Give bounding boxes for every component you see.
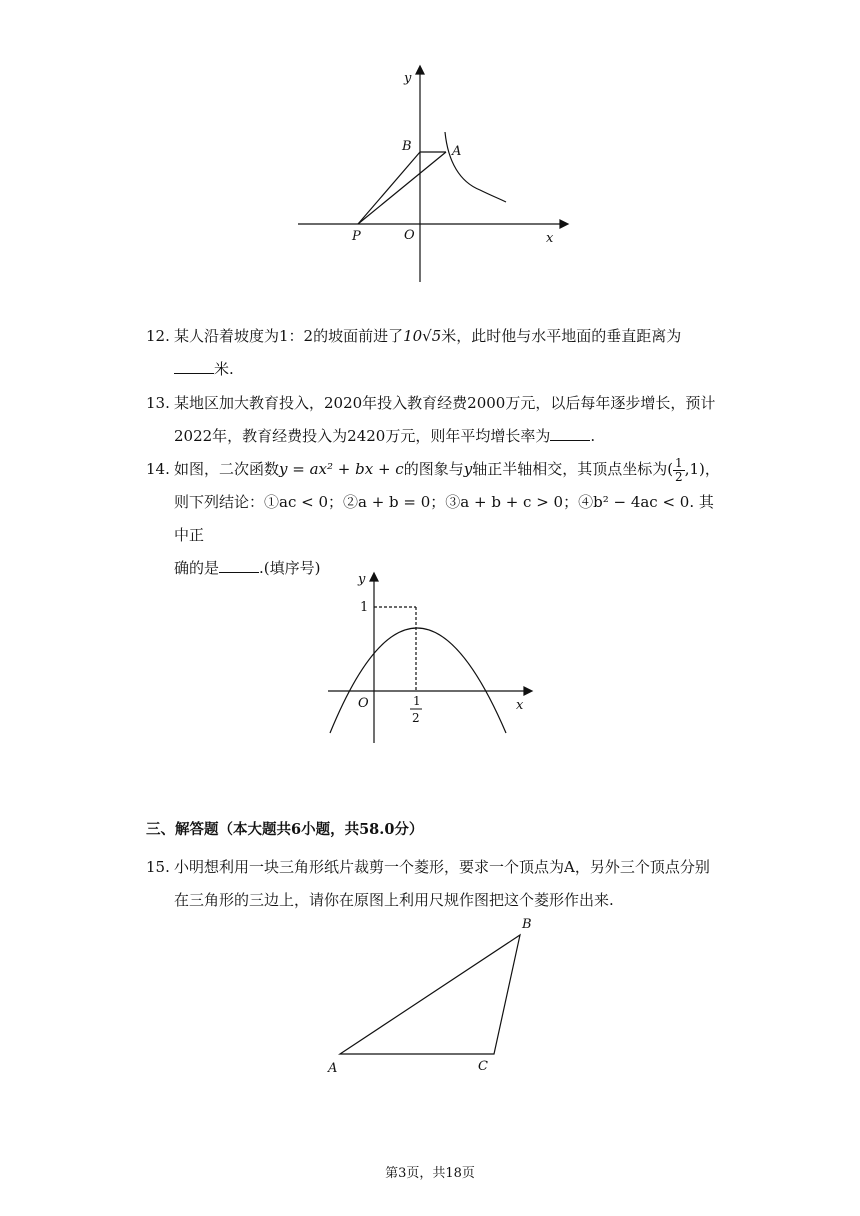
q14-function: y = ax² + bx + c — [279, 460, 404, 478]
q13-period: . — [590, 427, 596, 445]
q12-text-before: 某人沿着坡度为1：2的坡面前进了 — [174, 327, 404, 345]
q15-line-2: 在三角形的三边上，请你在原图上利用尺规作图把这个菱形作出来. — [174, 891, 614, 909]
label-c: C — [478, 1059, 488, 1074]
page-footer: 第3页，共18页 — [385, 1166, 475, 1181]
label-half-num: 1 — [413, 694, 421, 708]
q12-unit: 米. — [214, 360, 234, 378]
y-axis-arrow — [416, 66, 424, 74]
q14-text-b: 的图象与 — [403, 460, 464, 478]
q14-fill-note: .(填序号) — [259, 559, 321, 577]
label-a: A — [328, 1061, 338, 1076]
label-half-den: 2 — [412, 711, 420, 725]
x-axis-arrow — [560, 220, 568, 228]
figure-3-triangle — [320, 910, 550, 1080]
figure-2-parabola — [318, 565, 538, 750]
label-b: B — [522, 917, 532, 932]
question-number: 12. — [146, 327, 170, 345]
question-number: 13. — [146, 394, 170, 412]
label-o: O — [404, 228, 415, 243]
label-y: y — [358, 572, 366, 587]
q14-text-d: ,1)， — [684, 460, 720, 478]
label-x: x — [546, 231, 554, 246]
q15-line-1: 小明想利用一块三角形纸片裁剪一个菱形，要求一个顶点为A，另外三个顶点分别 — [174, 858, 710, 876]
answer-blank[interactable] — [219, 558, 259, 573]
q14-text-c: 轴正半轴相交，其顶点坐标为( — [472, 460, 674, 478]
label-a: A — [452, 144, 462, 159]
triangle-abc — [340, 935, 520, 1054]
answer-blank[interactable] — [174, 359, 214, 374]
label-p: P — [352, 229, 361, 244]
segment-pb — [358, 152, 420, 224]
question-15 — [146, 851, 721, 917]
q12-text-after: 米，此时他与水平地面的垂直距离为 — [441, 327, 682, 345]
q14-fraction: $\frac{1}{2}$ — [675, 455, 683, 484]
hyperbola-curve — [445, 132, 506, 202]
label-one: 1 — [360, 600, 369, 615]
q14-text-a: 如图，二次函数 — [174, 460, 280, 478]
label-x: x — [516, 698, 524, 713]
x-axis-arrow — [524, 687, 532, 695]
answer-blank[interactable] — [550, 426, 590, 441]
label-b: B — [402, 139, 412, 154]
q14-line-2: 则下列结论：①ac < 0；②a + b = 0；③a + b + c > 0；④b² − 4ac < 0. 其中正 — [174, 493, 714, 544]
label-o: O — [358, 696, 369, 711]
segment-pa — [358, 152, 446, 224]
q14-line-3: 确的是 — [174, 559, 220, 577]
q13-line-1: 某地区加大教育投入，2020年投入教育经费2000万元，以后每年逐步增长，预计 — [174, 394, 716, 412]
y-axis-arrow — [370, 573, 378, 581]
q14-y: y — [463, 460, 473, 478]
q13-line-2: 2022年，教育经费投入为2420万元，则年平均增长率为 — [174, 427, 551, 445]
figure-1-graph — [290, 62, 580, 290]
question-12 — [146, 320, 721, 386]
label-y: y — [404, 71, 412, 86]
question-number: 14. — [146, 460, 170, 478]
section-heading: 三、解答题（本大题共6小题，共58.0分） — [146, 821, 424, 838]
q12-math: 10√5 — [403, 327, 442, 345]
question-number: 15. — [146, 858, 170, 876]
question-13 — [146, 387, 721, 453]
